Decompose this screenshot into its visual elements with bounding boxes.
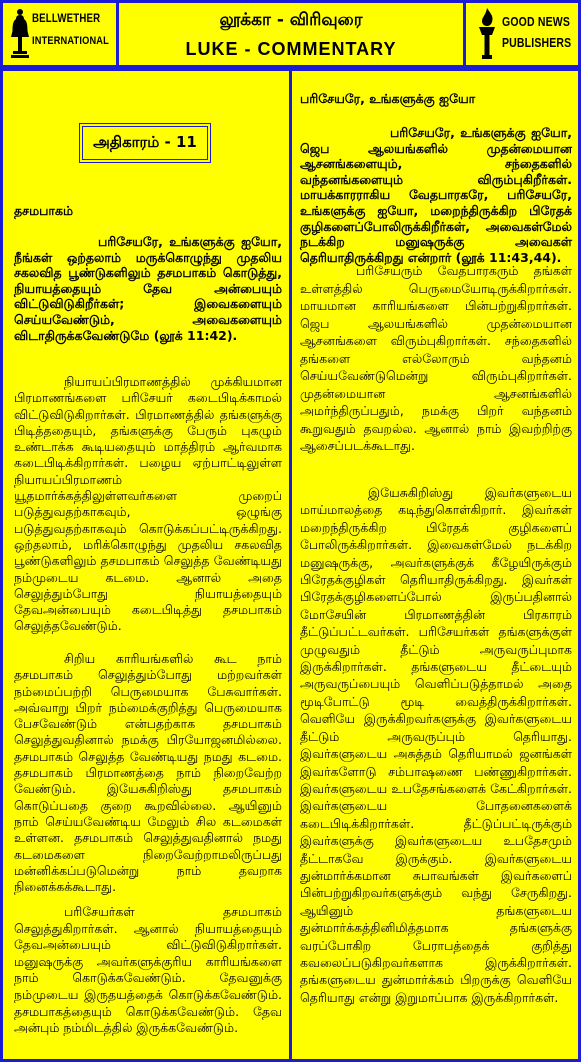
logo-left-line1: BELLWETHER bbox=[32, 13, 101, 25]
page-header bbox=[0, 0, 581, 68]
commentary-paragraph: நியாயப்பிரமாணத்தில் முக்கியமான பிரமாணங்களை பரிசேயர் கடைபிடிக்காமல் விட்டுவிடுகிறார்கள். பிரமாணத்தில் தங்களுக்கு பிடித்ததையும், தங்களுக்கு பேரும் புகழும் உண்டாக்க கூடியதையும் மாத்திரம் ஆர்வமாக கடைபிடிக்கிறார்கள். பழைய ஏற்பாட்டிலுள்ள நியாயப்பிரமாணம் யூதமார்க்கத்திலுள்ளவர்களை முறைப் படுத்துவதற்காகவும், ஒழுங்கு படுத்துவதற்காகவும் கொடுக்கப்பட்டிருக்கிறது. ஒற்தலாம், மரிக்கொழுந்து முதலிய சகலவித பூண்டுகளிலும் தசமபாகம் செலுத்த வேண்டியது நம்முடைய கடமை. ஆனால் அதை செலுத்தும்போது நியாயத்தையும் தேவஅன்பையும் கடைபிடித்து தசமபாகம் செலுத்தவேண்டும். bbox=[14, 374, 282, 634]
publisher-logo-left bbox=[3, 3, 116, 65]
commentary-paragraph: பரிசேயர்கள் தசமபாகம் செலுத்துகிறார்கள். ஆனால் நியாயத்தையும் தேவஅன்பையும் விட்டுவிடுகிறார்கள். மனுஷருக்கு அவர்களுக்குரிய காரியங்களை நாம் கொடுக்கவேண்டும். தேவனுக்கு நம்முடைய இருதயத்தைக் கொடுக்கவேண்டும். தசமபாகத்தையும் கொடுக்கவேண்டும். தேவ அன்பும் நம்மிடத்தில் இருக்கவேண்டும். bbox=[14, 904, 282, 1036]
torch-icon bbox=[475, 7, 499, 61]
page-title-block bbox=[116, 3, 466, 65]
logo-right-line2: PUBLISHERS bbox=[502, 36, 572, 50]
logo-left-line2: INTERNATIONAL bbox=[32, 35, 109, 47]
page-title-tamil: லூக்கா - விரிவுரை bbox=[219, 10, 363, 30]
chapter-heading-box: அதிகாரம் - 11 bbox=[79, 123, 211, 163]
section-title-woe: பரிசேயரே, உங்களுக்கு ஐயோ bbox=[300, 91, 476, 106]
section-title-tithe: தசமபாகம் bbox=[14, 203, 74, 218]
commentary-paragraph: இயேசுகிறிஸ்து இவர்களுடைய மாய்மாலத்தை கடிந்துகொள்கிறார். இவர்கள் மறைந்திருக்கிற பிரேதக் குழிகளைப் போலிருக்கிறார்கள். இவைகள்மேல் நடக்கிற மனுஷருக்கு, அவர்களுக்குக் கீழேயிருக்கும் பிரேதக்குழிகள் தெரியாதிருக்கிறது. இவர்கள் பிரேதக்குழிகளைப்போல் இருப்பதினால் மோசேயின் பிரமாணத்தின் பிரகாரம் தீட்டுப்பட்டவர்கள். பரிசேயர்கள் தங்களுக்குள் முழுவதும் தீட்டும் அருவருப்புமாக இருக்கிறார்கள். தங்களுடைய தீட்டையும் அருவருப்பையும் வெளிப்படுத்தாமல் அதை மூடிபோட்டு மூடி வைத்திருக்கிறார்கள். வெளியே இருக்கிறவர்களுக்கு இவர்களுடைய தீட்டும் அருவருப்பும் தெரியாது. இவர்களுடைய அசுத்தம் தெரியாமல் ஜனங்கள் இவர்களோடு சம்பாஷணை பண்ணுகிறார்கள். இவர்களுடைய உபதேசங்களைக் கேட்கிறார்கள். இவர்களுடைய போதனைகளைக் கடைபிடிக்கிறார்கள். தீட்டுப்பட்டிருக்கும் இவர்களுக்கு இவர்களுடைய உபதேசமும் தீட்டாகவே இருக்கும். இவர்களுடைய துன்மார்க்கமான சுபாவங்கள் இவர்களைப் பின்பற்றுகிறவர்களுக்கும் வந்து சேருகிறது. ஆயினும் தங்களுடைய துன்மார்க்கத்தினிமித்தமாக தங்களுக்கு வரப்போகிற பேராபத்தைக் குறித்து கவலைப்படுகிறவர்களாக இருக்கிறார்கள். தங்களுடைய துன்மார்க்கம் பிறருக்கு வெளியே தெரியாது என்று இறுமாப்பாக இருக்கிறார்கள். bbox=[300, 485, 572, 1005]
bell-icon bbox=[9, 8, 31, 60]
logo-right-line1: GOOD NEWS bbox=[502, 15, 571, 29]
scripture-verse-right: பரிசேயரே, உங்களுக்கு ஐயோ, ஜெப ஆலயங்களில் முதன்மையான ஆசனங்களையும், சந்தைகளில் வந்தனங்களையும் விரும்புகிறீர்கள். மாயக்காரராகிய வேதபாரகரே, பரிசேயரே, உங்களுக்கு ஐயோ, மறைந்திருக்கிற பிரேதக் குழிகளைப்போலிருக்கிறீர்கள், அவைகள்மேல் நடக்கிற மனுஷருக்கு அவைகள் தெரியாதிருக்கிறது என்றார் (லூக் 11:43,44). bbox=[300, 125, 572, 265]
commentary-paragraph: சிறிய காரியங்களில் கூட நாம் தசமபாகம் செலுத்தும்போது மற்றவர்கள் நம்மைப்பற்றி பெருமையாக பேசுவார்கள். அவ்வாறு பிறர் நம்மைக்குறித்து பெருமையாக பேசவேண்டும் என்பதற்காக தசமபாகம் செலுத்துவதினால் நமக்கு பிரயோஜனமில்லை. தசமபாகம் செலுத்த வேண்டியது நமது கடமை. தசமபாகம் பிரமாணத்தை நாம் நிறைவேற்ற வேண்டும். இயேசுகிறிஸ்து தசமபாகம் கொடுப்பதை குறை கூறவில்லை. ஆயினும் நாம் செய்யவேண்டிய மேலும் சில கடமைகள் உள்ளன. தசமபாகம் செலுத்துவதினால் நமது கடமைகளை நிறைவேற்றாமலிருப்பது மன்னிக்கப்படுமென்று நாம் தவறாக நினைக்கக்கூடாது. bbox=[14, 651, 282, 895]
scripture-verse-left: பரிசேயரே, உங்களுக்கு ஐயோ, நீங்கள் ஒற்தலாம் மருக்கொழுந்து முதலிய சகலவித பூண்டுகளிலும் தசமபாகம் கொடுத்து, நியாயத்தையும் தேவ அன்பையும் விட்டுவிடுகிறீர்கள்; இவைகளையும் செய்யவேண்டும், அவைகளையும் விடாதிருக்கவேண்டுமே (லூக் 11:42). bbox=[14, 234, 282, 343]
publisher-logo-right bbox=[466, 3, 578, 65]
commentary-paragraph: பரிசேயரும் வேதபாரகரும் தங்கள் உள்ளத்தில் பெருமையோடிருக்கிறார்கள். மாயமான காரியங்களை பின்பற்றுகிறார்கள். ஜெப ஆலயங்களில் முதன்மையான ஆசனங்களை விரும்புகிறார்கள். சந்தைகளில் தங்களை எல்லோரும் வந்தனம் செய்யவேண்டுமென்று விரும்புகிறார்கள். முதன்மையான ஆசனங்களில் அமர்ந்திருப்பதும், நமக்கு பிறர் வந்தனம் கூறுவதும் தவறல்ல. ஆனால் நாம் இவற்றிற்கு ஆசைப்படக்கூடாது. bbox=[300, 263, 572, 453]
column-divider bbox=[289, 71, 292, 1059]
page-title-english: LUKE - COMMENTARY bbox=[185, 39, 397, 59]
